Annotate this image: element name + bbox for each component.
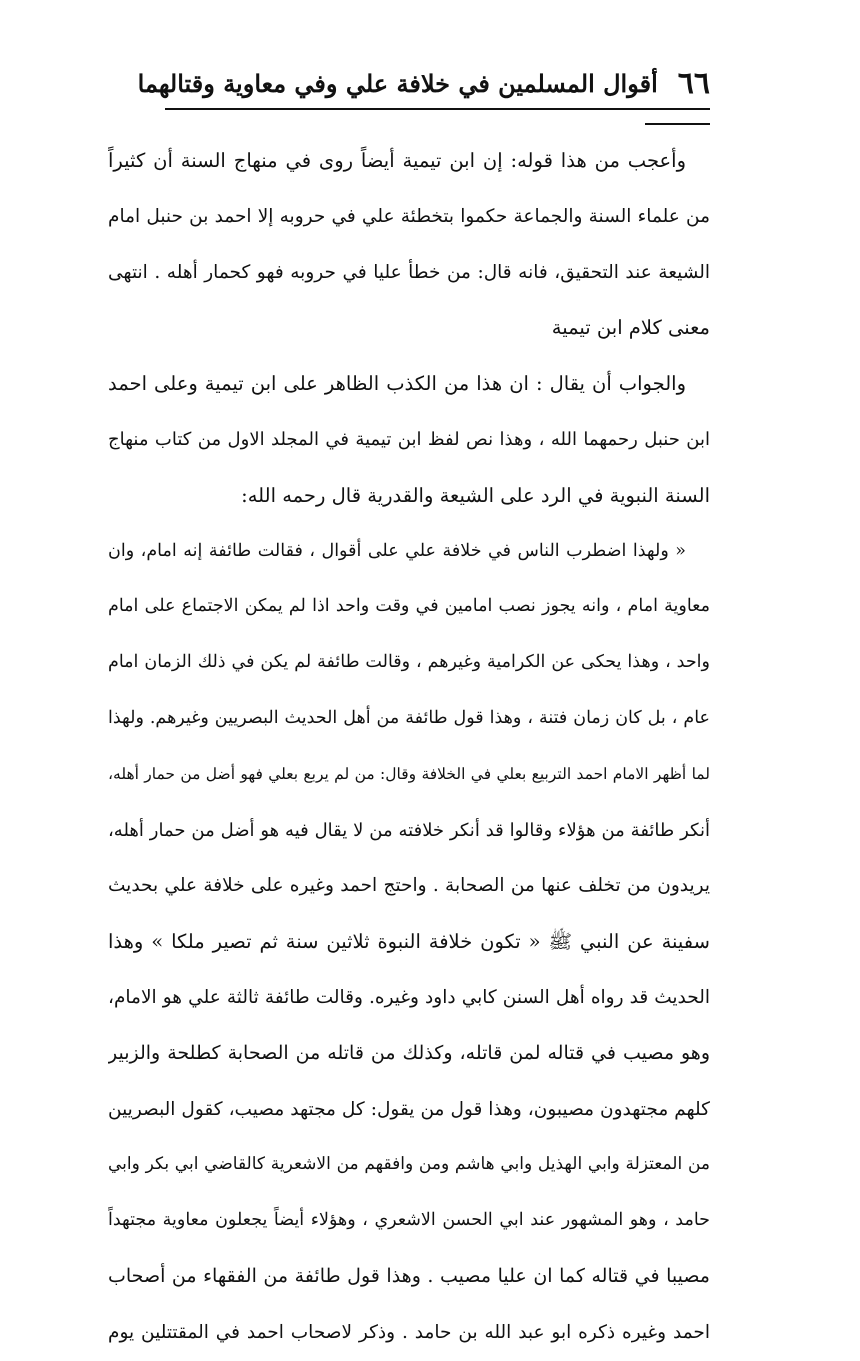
text-line: « ولهذا اضطرب الناس في خلافة علي على أقوال ، فقالت طائفة إنه امام، وان <box>108 540 686 561</box>
text-line: ابن حنبل رحمهما الله ، وهذا نص لفظ ابن تيمية في المجلد الاول من كتاب منهاج <box>108 428 710 450</box>
text-line: سفينة عن النبي ﷺ « تكون خلافة النبوة ثلاثين سنة ثم تصير ملكا » وهذا <box>108 930 710 954</box>
header-divider-short <box>645 123 710 125</box>
text-line: وهو مصيب في قتاله لمن قاتله، وكذلك من قاتله من الصحابة كطلحة والزبير <box>108 1041 710 1064</box>
text-line: من علماء السنة والجماعة حكموا بتخطئة علي في حروبه إلا احمد بن حنبل امام <box>108 205 710 227</box>
text-line: والجواب أن يقال : ان هذا من الكذب الظاهر على ابن تيمية وعلى احمد <box>108 372 686 396</box>
text-line: كلهم مجتهدون مصيبون، وهذا قول من يقول: كل مجتهد مصيب، كقول البصريين <box>108 1098 710 1120</box>
text-line: من المعتزلة وابي الهذيل وابي هاشم ومن وافقهم من الاشعرية كالقاضي ابي بكر وابي <box>108 1154 710 1175</box>
running-title: أقوال المسلمين في خلافة علي وفي معاوية وقتالهما <box>137 69 658 98</box>
text-line: معنى كلام ابن تيمية <box>551 316 710 340</box>
text-line: عام ، بل كان زمان فتنة ، وهذا قول طائفة من أهل الحديث البصريين وغيرهم. ولهذا <box>108 707 710 728</box>
page-number: ٦٦ <box>677 66 710 101</box>
text-line: الحديث قد رواه أهل السنن كابي داود وغيره. وقالت طائفة ثالثة علي هو الامام، <box>108 986 710 1008</box>
text-line: واحد ، وهذا يحكى عن الكرامية وغيرهم ، وقالت طائفة لم يكن في ذلك الزمان امام <box>108 652 710 673</box>
text-line: الشيعة عند التحقيق، فانه قال: من خطأ عليا في حروبه فهو كحمار أهله . انتهى <box>108 261 710 283</box>
text-line: السنة النبوية في الرد على الشيعة والقدرية قال رحمه الله: <box>241 483 710 507</box>
body-text <box>108 133 710 1343</box>
text-line: يريدون من تخلف عنها من الصحابة . واحتج احمد وغيره على خلافة علي بحديث <box>108 875 710 897</box>
text-line: معاوية امام ، وانه يجوز نصب امامين في وقت واحد اذا لم يمكن الاجتماع على امام <box>108 596 710 617</box>
text-line: وأعجب من هذا قوله: إن ابن تيمية أيضاً روى في منهاج السنة أن كثيراً <box>108 149 686 172</box>
header-divider <box>165 108 710 110</box>
text-line: حامد ، وهو المشهور عند ابي الحسن الاشعري ، وهؤلاء أيضاً يجعلون معاوية مجتهداً <box>108 1210 710 1231</box>
text-line: احمد وغيره ذكره ابو عبد الله بن حامد . وذكر لاصحاب احمد في المقتتلين يوم <box>108 1321 710 1343</box>
text-line: مصيبا في قتاله كما ان عليا مصيب . وهذا قول طائفة من الفقهاء من أصحاب <box>108 1264 710 1287</box>
text-line: أنكر طائفة من هؤلاء وقالوا قد أنكر خلافته من لا يقال فيه هو أضل من حمار أهله، <box>108 819 710 841</box>
text-line: لما أظهر الامام احمد التربيع بعلي في الخلافة وقال: من لم يربع بعلي فهو أضل من حمار أهله، <box>108 764 710 783</box>
page-header <box>137 62 710 106</box>
